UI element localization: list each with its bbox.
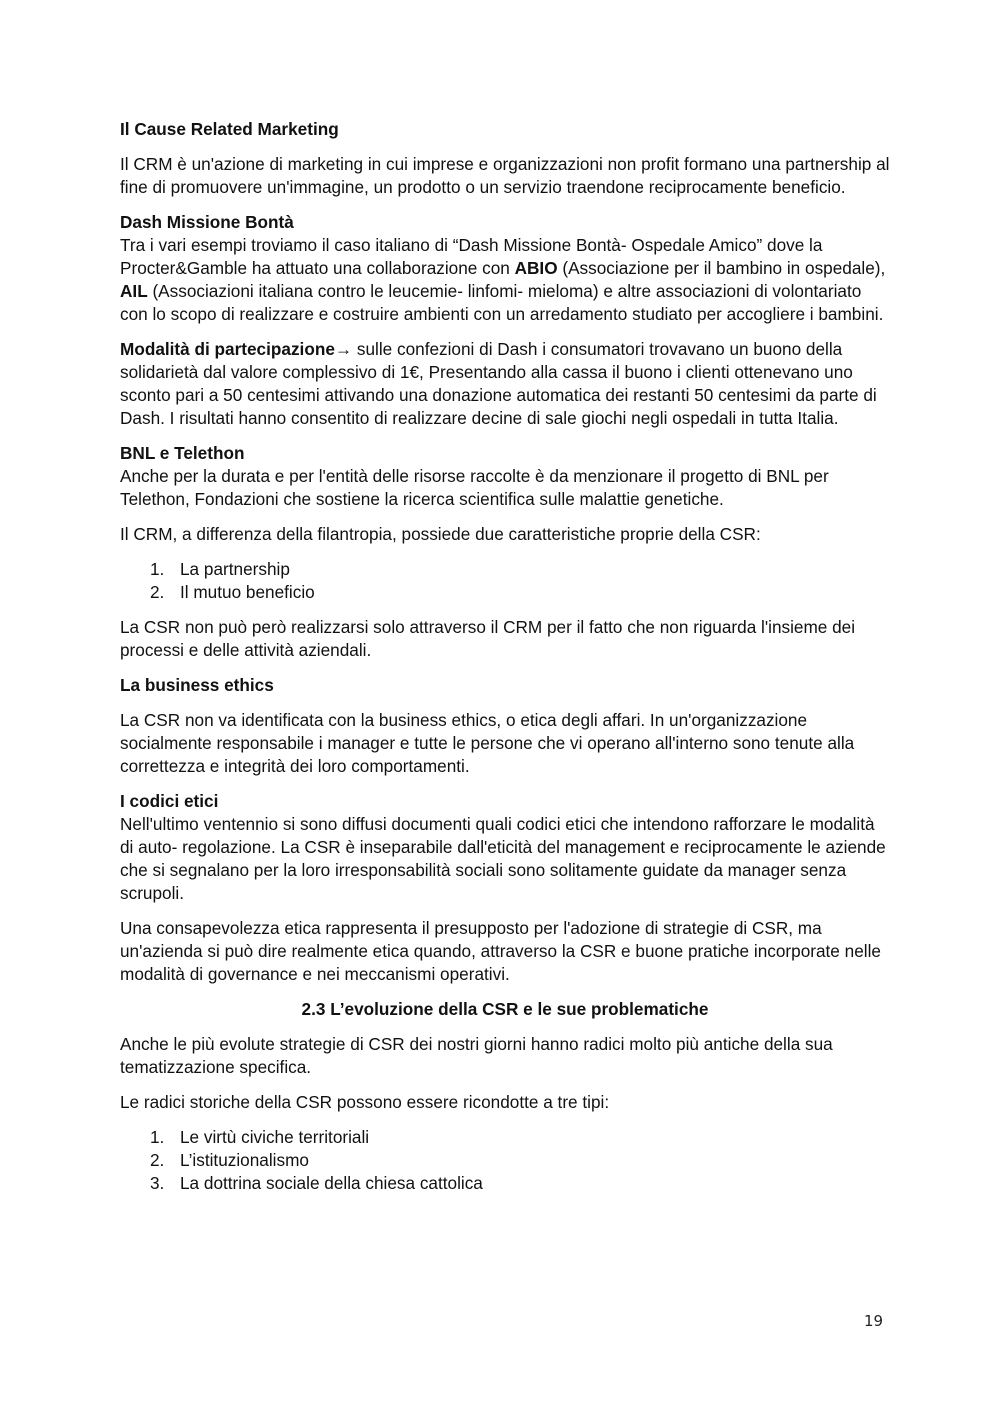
paragraph-radici-storiche: Le radici storiche della CSR possono essere ricondotte a tre tipi: <box>120 1092 610 1112</box>
list-item <box>120 1149 890 1172</box>
list-item-number: 1. <box>150 559 165 579</box>
list-item-text: Le virtù civiche territoriali <box>180 1127 370 1147</box>
list-item-number: 3. <box>150 1173 165 1193</box>
section-heading-2-3: 2.3 L’evoluzione della CSR e le sue problematiche <box>301 999 709 1019</box>
paragraph-crm-definition: Il CRM è un'azione di marketing in cui imprese e organizzazioni non profit formano una partnership al fine di promuovere un'immagine, un prodotto o un servizio traendone reciprocamente beneficio. <box>120 154 890 197</box>
list-item <box>120 1172 890 1195</box>
heading-bnl-telethon: BNL e Telethon <box>120 443 245 463</box>
heading-cause-related-marketing: Il Cause Related Marketing <box>120 119 339 139</box>
list-item-text: L’istituzionalismo <box>180 1150 309 1170</box>
paragraph-modalita <box>120 338 890 430</box>
list-crm-characteristics <box>120 558 890 604</box>
list-item-number: 2. <box>150 1150 165 1170</box>
abio-bold: ABIO <box>514 258 558 278</box>
list-item-number: 1. <box>150 1127 165 1147</box>
paragraph-crm-characteristics: Il CRM, a differenza della filantropia, possiede due caratteristiche proprie della CSR: <box>120 524 761 544</box>
list-item-number: 2. <box>150 582 165 602</box>
list-item <box>120 1126 890 1149</box>
page-number: 19 <box>864 1312 884 1330</box>
page-content <box>120 118 890 1195</box>
list-item-text: La partnership <box>180 559 290 579</box>
list-radici-storiche <box>120 1126 890 1195</box>
dash-text-part-b: (Associazione per il bambino in ospedale), <box>557 258 886 278</box>
list-item <box>120 558 890 581</box>
paragraph-dash-example <box>120 234 890 326</box>
paragraph-evolute-strategie: Anche le più evolute strategie di CSR dei nostri giorni hanno radici molto più antiche della sua tematizzazione specifica. <box>120 1034 833 1077</box>
modalita-label: Modalità di partecipazione <box>120 339 335 359</box>
paragraph-consapevolezza-etica: Una consapevolezza etica rappresenta il presupposto per l'adozione di strategie di CSR, ma un'azienda si può dire realmente etica quando, attraverso la CSR e buone pratiche incorporate nelle modalità di governance e nei meccanismi operativi. <box>120 918 881 984</box>
list-item <box>120 581 890 604</box>
modalita-text: → sulle confezioni di Dash i consumatori trovavano un buono della solidarietà dal valore complessivo di 1€, Presentando alla cassa il buono i clienti ottenevano uno sconto pari a 50 centesimi attivando una donazione automatica dei restanti 50 centesimi da parte di Dash. I risultati hanno consentito di realizzare decine di sale giochi negli ospedali in tutta Italia. <box>120 339 877 428</box>
heading-business-ethics: La business ethics <box>120 675 274 695</box>
paragraph-bnl-telethon: Anche per la durata e per l'entità delle risorse raccolte è da menzionare il progetto di BNL per Telethon, Fondazioni che sostiene la ricerca scientifica sulle malattie genetiche. <box>120 466 829 509</box>
paragraph-csr-crm-limit: La CSR non può però realizzarsi solo attraverso il CRM per il fatto che non riguarda l'insieme dei processi e delle attività aziendali. <box>120 617 856 660</box>
heading-codici-etici: I codici etici <box>120 791 219 811</box>
dash-text-part-c: (Associazioni italiana contro le leucemie- linfomi- mieloma) e altre associazioni di volontariato con lo scopo di realizzare e costruire ambienti con un arredamento studiato per accogliere i bambini. <box>120 281 884 324</box>
list-item-text: Il mutuo beneficio <box>180 582 315 602</box>
paragraph-business-ethics: La CSR non va identificata con la business ethics, o etica degli affari. In un'organizzazione socialmente responsabile i manager e tutte le persone che vi operano all'interno sono tenute alla correttezza e integrità dei loro comportamenti. <box>120 710 855 776</box>
list-item-text: La dottrina sociale della chiesa cattolica <box>180 1173 483 1193</box>
ail-bold: AIL <box>120 281 148 301</box>
heading-dash-missione-bonta: Dash Missione Bontà <box>120 212 294 232</box>
paragraph-codici-etici: Nell'ultimo ventennio si sono diffusi documenti quali codici etici che intendono rafforzare le modalità di auto- regolazione. La CSR è inseparabile dall'eticità del management e reciprocamente le aziende che si segnalano per la loro irresponsabilità sociali sono solitamente guidate da manager senza scrupoli. <box>120 814 886 903</box>
dash-text-part-a: Tra i vari esempi troviamo il caso italiano di “Dash Missione Bontà- Ospedale Amico” dove la Procter&Gamble ha attuato una collaborazione con <box>120 235 823 278</box>
